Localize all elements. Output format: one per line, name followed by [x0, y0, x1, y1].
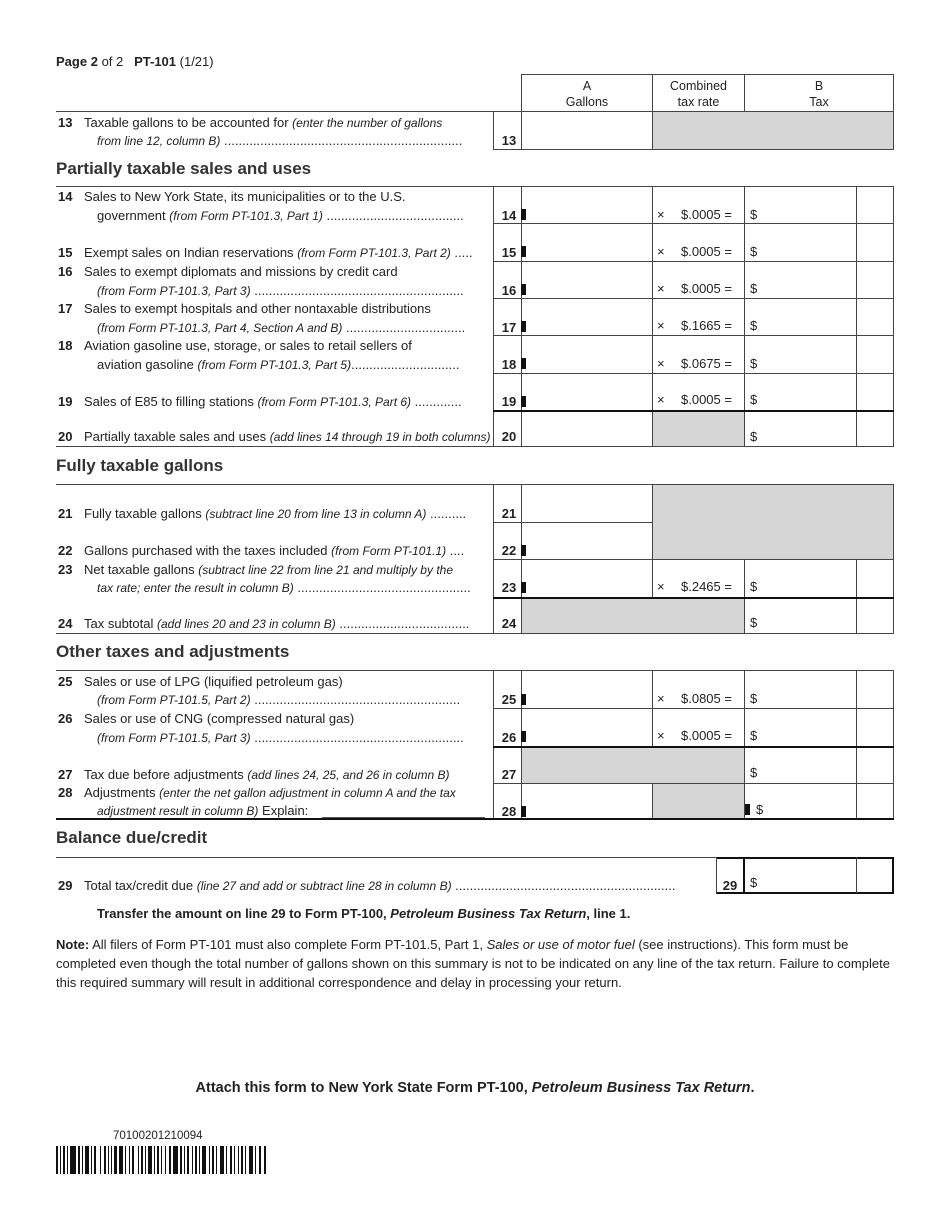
section-balance-due: Balance due/credit: [56, 828, 208, 847]
line-16-text: Sales to exempt diplomats and missions by credit card: [84, 264, 398, 279]
line-19-dollar: $: [750, 392, 758, 407]
line-21-gallons-input[interactable]: [522, 485, 652, 522]
line-19-gallons-input[interactable]: [527, 374, 651, 410]
line-24-text: Tax subtotal (add lines 20 and 23 in column B) ....................................: [84, 616, 470, 631]
line-28-text: Adjustments (enter the net gallon adjustment in column A and the tax: [84, 785, 456, 800]
line-17-box-number: 17: [501, 320, 517, 335]
line-18-number: 18: [58, 338, 73, 353]
line-16-rate: $.0005 =: [681, 281, 732, 296]
line-23-gallons-input[interactable]: [527, 560, 651, 597]
line-20-tax-input[interactable]: [760, 412, 856, 446]
line-29-tax-input[interactable]: [760, 859, 856, 892]
page-label: Page: [56, 54, 88, 69]
line-18-gallons-input[interactable]: [527, 336, 651, 373]
barcode-number: 70100201210094: [113, 1130, 203, 1142]
line-18-times: ×: [657, 356, 665, 371]
line-18-dollar: $: [750, 356, 758, 371]
line-15-box-number: 15: [501, 245, 517, 260]
note-paragraph: Note: All filers of Form PT-101 must also complete Form PT-101.5, Part 1, Sales or use of motor fuel (see instructions). This form must be completed even though the total number of gallons shown on this summary is not to be indicated on any line of the tax return. Failure to complete this required summary will result in additional correspondence and delay in processing your return.: [56, 937, 890, 990]
line-20-number: 20: [58, 429, 73, 444]
line-24-number: 24: [58, 616, 73, 631]
line-25-rate: $.0805 =: [681, 691, 732, 706]
line-19-rate: $.0005 =: [681, 392, 732, 407]
page-of: of 2: [101, 54, 124, 69]
page-number: 2: [90, 54, 98, 69]
line-17-marker: [521, 321, 526, 332]
section-partially-taxable: Partially taxable sales and uses: [56, 159, 312, 178]
line-27-tax-input[interactable]: [760, 748, 856, 783]
col-rate-line2: tax rate: [677, 95, 720, 109]
line-23-dollar: $: [750, 579, 758, 594]
line-23-text: Net taxable gallons (subtract line 22 from line 21 and multiply by the: [84, 562, 453, 577]
line-15-gallons-input[interactable]: [527, 224, 651, 261]
line-28-tax-marker: [745, 804, 750, 815]
line-20-gallons-input[interactable]: [522, 412, 652, 446]
line-16-cont: (from Form PT-101.3, Part 3) ..........................................................: [97, 283, 464, 298]
line-29-text: Total tax/credit due (line 27 and add or subtract line 28 in column B) .............................................................: [84, 878, 676, 893]
line-25-box-number: 25: [501, 692, 517, 707]
line-19-text: Sales of E85 to filling stations (from Form PT-101.3, Part 6) .............: [84, 394, 462, 409]
line-18-rate: $.0675 =: [681, 356, 732, 371]
line-29-dollar: $: [750, 875, 758, 890]
line-14-tax-input[interactable]: [760, 187, 856, 223]
line-28-dollar: $: [756, 802, 764, 817]
line-21-number: 21: [58, 506, 73, 521]
line-28-gallons-input[interactable]: [527, 784, 651, 818]
line-15-number: 15: [58, 245, 73, 260]
line-25-text: Sales or use of LPG (liquified petroleum gas): [84, 674, 343, 689]
line-25-cont: (from Form PT-101.5, Part 2) .........................................................: [97, 692, 461, 707]
col-rate-line1: Combined: [670, 79, 727, 93]
line-21-box-number: 21: [501, 506, 517, 521]
line-23-times: ×: [657, 579, 665, 594]
line-22-number: 22: [58, 543, 73, 558]
line-15-times: ×: [657, 244, 665, 259]
line-27-text: Tax due before adjustments (add lines 24, 25, and 26 in column B): [84, 767, 450, 782]
line-25-tax-input[interactable]: [760, 671, 856, 708]
line-28-cont: adjustment result in column B) Explain:: [97, 803, 309, 818]
line-18-tax-input[interactable]: [760, 336, 856, 373]
line-24-tax-input[interactable]: [760, 599, 856, 633]
line-22-text: Gallons purchased with the taxes included (from Form PT-101.1) ....: [84, 543, 465, 558]
line-18-cont: aviation gasoline (from Form PT-101.3, Part 5)..............................: [97, 357, 460, 372]
line-27-dollar: $: [750, 765, 758, 780]
line-17-times: ×: [657, 318, 665, 333]
line-26-dollar: $: [750, 728, 758, 743]
form-revision: (1/21): [179, 54, 214, 69]
line-24-dollar: $: [750, 615, 758, 630]
section-fully-taxable: Fully taxable gallons: [56, 456, 224, 475]
line-14-times: ×: [657, 207, 665, 222]
section-other-taxes: Other taxes and adjustments: [56, 642, 290, 661]
line-17-gallons-input[interactable]: [527, 299, 651, 335]
line-16-gallons-input[interactable]: [527, 262, 651, 298]
line-28-explain-field[interactable]: [322, 817, 485, 818]
line-19-tax-input[interactable]: [760, 374, 856, 410]
line-25-dollar: $: [750, 691, 758, 706]
col-b-letter: B: [814, 79, 824, 93]
barcode: [56, 1146, 268, 1174]
line-26-number: 26: [58, 711, 73, 726]
form-id: PT-101: [134, 54, 177, 69]
line-15-text: Exempt sales on Indian reservations (from Form PT-101.3, Part 2) .....: [84, 245, 473, 260]
line-16-marker: [521, 284, 526, 295]
line-25-times: ×: [657, 691, 665, 706]
line-19-marker: [521, 396, 526, 407]
line-17-dollar: $: [750, 318, 758, 333]
line-23-marker: [521, 582, 526, 593]
line-23-box-number: 23: [501, 580, 517, 595]
line-24-box-number: 24: [501, 616, 517, 631]
line-26-marker: [521, 731, 526, 742]
line-22-marker: [521, 545, 526, 556]
line-16-dollar: $: [750, 281, 758, 296]
line-25-marker: [521, 694, 526, 705]
line-22-gallons-input[interactable]: [527, 523, 651, 559]
line-14-dollar: $: [750, 207, 758, 222]
attach-instruction: Attach this form to New York State Form PT-100, Petroleum Business Tax Return.: [195, 1080, 755, 1096]
line-19-times: ×: [657, 392, 665, 407]
line-23-rate: $.2465 =: [681, 579, 732, 594]
line-17-cont: (from Form PT-101.3, Part 4, Section A and B) .................................: [97, 320, 466, 335]
line-26-text: Sales or use of CNG (compressed natural gas): [84, 711, 355, 726]
line-29-number: 29: [58, 878, 73, 893]
line-27-number: 27: [58, 767, 73, 782]
line-17-tax-input[interactable]: [760, 299, 856, 335]
line-19-box-number: 19: [501, 394, 517, 409]
line-14-number: 14: [58, 189, 73, 204]
line-26-times: ×: [657, 728, 665, 743]
line-16-tax-input[interactable]: [760, 262, 856, 298]
line-22-box-number: 22: [501, 543, 517, 558]
line-28-box-number: 28: [501, 804, 517, 819]
line-15-rate: $.0005 =: [681, 244, 732, 259]
line-26-rate: $.0005 =: [681, 728, 732, 743]
line-16-box-number: 16: [501, 283, 517, 298]
line-28-marker: [521, 806, 526, 817]
line-13-number: 13: [58, 115, 73, 130]
line-23-cont: tax rate; enter the result in column B) ................................................: [97, 580, 471, 595]
line-18-marker: [521, 358, 526, 369]
line-17-rate: $.1665 =: [681, 318, 732, 333]
line-16-number: 16: [58, 264, 73, 279]
line-18-text: Aviation gasoline use, storage, or sales to retail sellers of: [84, 338, 412, 353]
line-14-marker: [521, 209, 526, 220]
line-17-text: Sales to exempt hospitals and other nontaxable distributions: [84, 301, 431, 316]
line-23-number: 23: [58, 562, 73, 577]
line-29-box-number: 29: [722, 878, 738, 893]
line-17-number: 17: [58, 301, 73, 316]
line-14-gallons-input[interactable]: [527, 187, 651, 223]
line-20-box-number: 20: [501, 429, 517, 444]
transfer-instruction: Transfer the amount on line 29 to Form PT-100, Petroleum Business Tax Return, line 1.: [97, 906, 631, 921]
line-13-gallons-input[interactable]: [522, 112, 652, 149]
line-13-cont: from line 12, column B) ..................................................................: [97, 133, 463, 148]
line-20-dollar: $: [750, 429, 758, 444]
line-23-tax-input[interactable]: [760, 560, 856, 597]
line-14-cont: government (from Form PT-101.3, Part 1) ......................................: [97, 208, 464, 223]
line-16-times: ×: [657, 281, 665, 296]
col-a-letter: A: [582, 79, 592, 93]
col-b-label: Tax: [809, 95, 829, 109]
page-header: [56, 54, 214, 69]
line-26-tax-input[interactable]: [760, 709, 856, 746]
line-25-number: 25: [58, 674, 73, 689]
line-21-text: Fully taxable gallons (subtract line 20 from line 13 in column A) ..........: [84, 506, 467, 521]
line-14-rate: $.0005 =: [681, 207, 732, 222]
line-15-dollar: $: [750, 244, 758, 259]
line-26-gallons-input[interactable]: [527, 709, 651, 746]
line-15-marker: [521, 246, 526, 257]
line-26-box-number: 26: [501, 730, 517, 745]
line-14-text: Sales to New York State, its municipalities or to the U.S.: [84, 189, 406, 204]
col-a-label: Gallons: [565, 95, 609, 109]
line-15-tax-input[interactable]: [760, 224, 856, 261]
line-27-box-number: 27: [501, 767, 517, 782]
line-28-number: 28: [58, 785, 73, 800]
line-25-gallons-input[interactable]: [527, 671, 651, 708]
line-13-text: Taxable gallons to be accounted for (enter the number of gallons: [84, 115, 443, 130]
line-14-box-number: 14: [501, 208, 517, 223]
line-20-text: Partially taxable sales and uses (add lines 14 through 19 in both columns): [84, 429, 491, 444]
line-19-number: 19: [58, 394, 73, 409]
line-18-box-number: 18: [501, 357, 517, 372]
line-28-tax-input[interactable]: [766, 784, 856, 818]
line-26-cont: (from Form PT-101.5, Part 3) ..........................................................: [97, 730, 464, 745]
line-13-box-number: 13: [501, 133, 517, 148]
